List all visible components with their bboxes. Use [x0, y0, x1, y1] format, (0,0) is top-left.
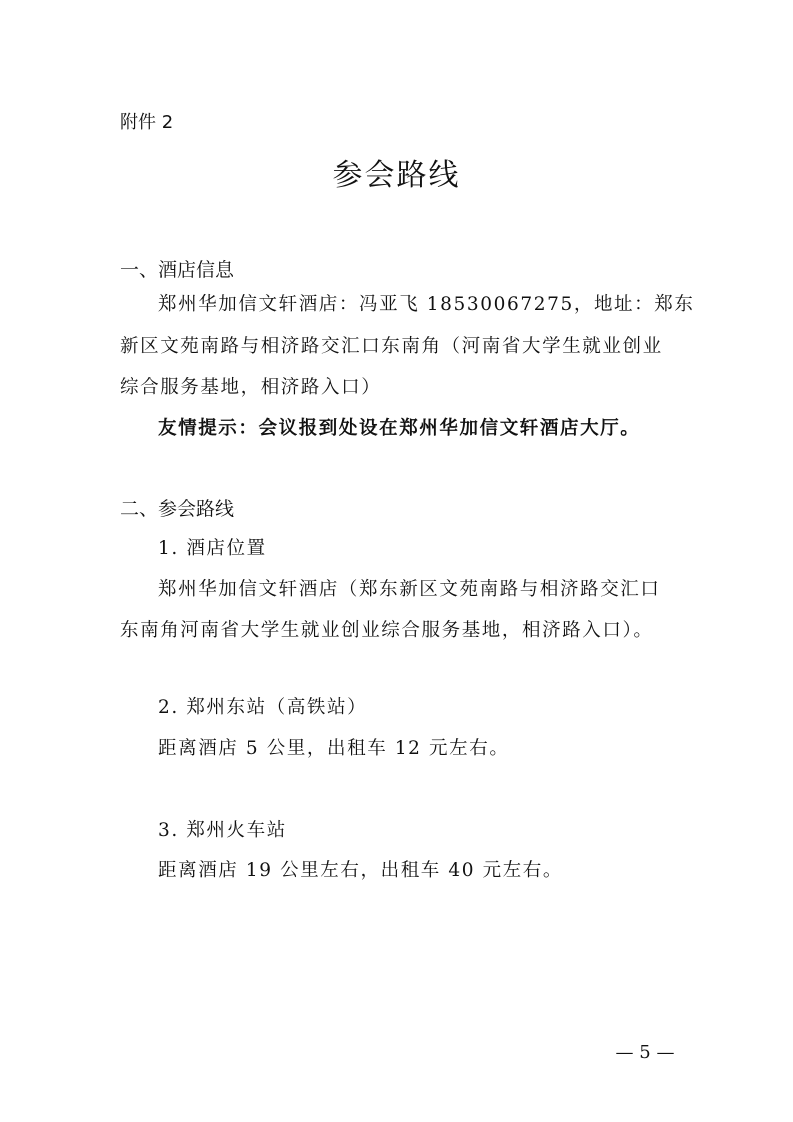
- item-zhengzhou-east-line: 距离酒店 5 公里，出租车 12 元左右。: [158, 738, 510, 759]
- section-heading-hotel-info: 一、酒店信息: [120, 259, 235, 281]
- item-zhengzhou-east-title: 2. 郑州东站（高铁站）: [158, 697, 368, 718]
- hotel-info-line-1: 郑州华加信文轩酒店：冯亚飞 18530067275，地址：郑东: [158, 294, 695, 315]
- section-heading-route: 二、参会路线: [120, 498, 235, 520]
- friendly-tip: 友情提示：会议报到处设在郑州华加信文轩酒店大厅。: [158, 418, 641, 439]
- page-number: — 5 —: [615, 1042, 675, 1063]
- hotel-info-line-3: 综合服务基地，相济路入口）: [120, 377, 382, 398]
- item-hotel-location-title: 1. 酒店位置: [158, 538, 267, 559]
- item-hotel-location-line-1: 郑州华加信文轩酒店（郑东新区文苑南路与相济路交汇口: [158, 579, 661, 600]
- item-hotel-location-line-2: 东南角河南省大学生就业创业综合服务基地，相济路入口）。: [120, 620, 654, 641]
- item-zhengzhou-station-line: 距离酒店 19 公里左右，出租车 40 元左右。: [158, 860, 564, 881]
- hotel-info-line-2: 新区文苑南路与相济路交汇口东南角（河南省大学生就业创业: [120, 336, 663, 357]
- page-title: 参会路线: [332, 158, 461, 193]
- item-zhengzhou-station-title: 3. 郑州火车站: [158, 820, 287, 841]
- attachment-label: 附件 2: [120, 112, 174, 133]
